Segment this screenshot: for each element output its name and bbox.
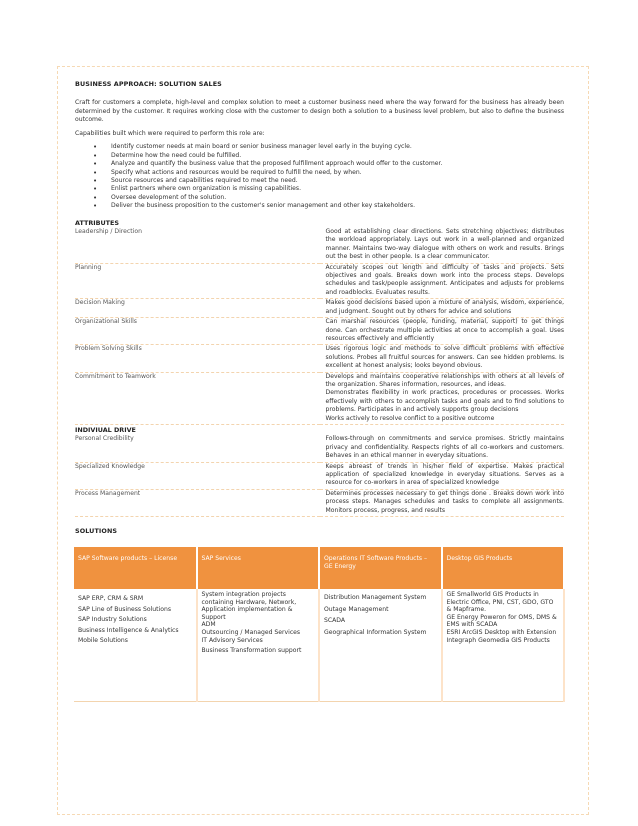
solutions-title: SOLUTIONS bbox=[75, 527, 118, 536]
row-label: Problem Solving Skills bbox=[75, 345, 320, 372]
row-label: Planning bbox=[75, 263, 320, 299]
list-item: GE Energy Poweron for OMS, DMS & EMS with SCADA bbox=[446, 613, 557, 629]
table-row bbox=[75, 435, 564, 462]
solutions-column bbox=[319, 589, 442, 702]
list-item: SAP ERP, CRM & SRM bbox=[78, 595, 144, 603]
list-item: SAP Industry Solutions bbox=[78, 616, 147, 624]
row-text: Makes good decisions based upon a mixture of analysis, wisdom, experience, and judgment. Sought out by others for advice and solutions bbox=[320, 299, 565, 318]
list-item: GE Smallworld GIS Products in Electric Office, PNI, CST, GDO, GTO & Mapframe. bbox=[446, 591, 554, 614]
solutions-header: SAP Services bbox=[197, 547, 320, 589]
attributes-table bbox=[75, 218, 564, 517]
list-item: Geographical Information System bbox=[324, 628, 427, 636]
row-text: Keeps abreast of trends in his/her field of expertise. Makes practical application of specialized knowledge in everyday situations. Serves as a resource for co-workers in area of specialized knowledge bbox=[320, 462, 565, 489]
list-item: Business Transformation support bbox=[201, 647, 302, 655]
row-text: Can marshal resources (people, funding, material, support) to get things done. Can orchestrate multiple activities at once to accomplish a goal. Uses resources effectively and efficiently bbox=[320, 318, 565, 345]
table-row bbox=[75, 318, 564, 345]
row-text: Follows-through on commitments and service promises. Strictly maintains privacy and confidentiality. Respects rights of all co-workers and customers. Behaves in an ethical manner in everyday situations. bbox=[320, 435, 565, 462]
solutions-column bbox=[197, 589, 320, 702]
individual-drive-title: INDIVIUAL DRIVE bbox=[75, 425, 136, 434]
row-label: Process Management bbox=[75, 489, 320, 516]
list-item: Integraph Geomedia GIS Products bbox=[446, 636, 550, 644]
row-text: Uses rigorous logic and methods to solve difficult problems with effective solutions. Probes all fruitful sources for answers. Can see hidden problems. Is excellent at honest analysis; looks beyond obvious. bbox=[320, 345, 565, 372]
list-item: • Enlist partners where own organization is missing capabilities. bbox=[75, 185, 564, 193]
intro-paragraph: Craft for customers a complete, high-level and complex solution to meet a customer business need where the way forward for the business has already been determined by the customer. It requires working close with the customer to design both a solution to a business level problem, but also to define the business outcome. bbox=[75, 99, 564, 124]
row-text: Determines processes necessary to get things done . Breaks down work into process steps. Manages schedules and tasks to complete all assignments. Monitors process, progress, and results bbox=[320, 489, 565, 516]
list-item: Mobile Solutions bbox=[78, 637, 128, 645]
list-item: Outage Management bbox=[324, 605, 389, 613]
list-item: • Oversee development of the solution. bbox=[75, 194, 564, 202]
table-row bbox=[75, 228, 564, 263]
list-item: System integration projects containing Hardware, Network, Application implementation & Support bbox=[201, 591, 297, 621]
list-item: • Analyze and quantify the business value that the proposed fulfillment approach would offer to the customer. bbox=[75, 160, 564, 168]
table-row bbox=[75, 263, 564, 299]
list-item: • Specify what actions and resources would be required to fulfill the need, by when. bbox=[75, 169, 564, 177]
list-item: • Determine how the need could be fulfilled. bbox=[75, 152, 564, 160]
list-item: Business Intelligence & Analytics bbox=[78, 626, 179, 634]
row-label: Decision Making bbox=[75, 299, 320, 318]
list-item: Distribution Management System bbox=[324, 594, 427, 602]
row-text: Accurately scopes out length and difficulty of tasks and projects. Sets objectives and goals. Breaks down work into the process steps. Develops schedules and task/people assignment. Anticipates and adjusts for problems and roadblocks. Evaluates results. bbox=[320, 263, 565, 299]
row-text-group bbox=[320, 372, 565, 424]
row-label: Organizational Skills bbox=[75, 318, 320, 345]
row-text: Works actively to resolve conflict to a positive outcome bbox=[325, 414, 495, 422]
list-item: • Identify customer needs at main board or senior business manager level early in the buying cycle. bbox=[75, 143, 564, 151]
list-item: SCADA bbox=[324, 617, 346, 625]
document-content bbox=[75, 80, 564, 702]
capabilities-list bbox=[75, 143, 564, 210]
row-text: Develops and maintains cooperative relationships with others at all levels of the organization. Shares information, resources, and ideas. bbox=[325, 372, 564, 388]
table-row bbox=[75, 372, 564, 424]
solutions-header: Desktop GIS Products bbox=[442, 547, 565, 589]
list-item: Outsourcing / Managed Services bbox=[201, 629, 301, 636]
row-label: Commitment to Teamwork bbox=[75, 372, 320, 424]
list-item: • Source resources and capabilities required to meet the need. bbox=[75, 177, 564, 185]
solutions-table bbox=[74, 547, 565, 702]
row-text: Demonstrates flexibility in work practices, procedures or processes. Works effectively with others to accomplish tasks and goals and to find solutions to problems. Participates in and actively supports group decisions bbox=[325, 389, 564, 414]
list-item: • Deliver the business proposition to the customer's senior management and other key stakeholders. bbox=[75, 202, 564, 210]
solutions-column bbox=[74, 589, 197, 702]
list-item: ESRI ArcGIS Desktop with Extension bbox=[446, 629, 557, 636]
section-title: BUSINESS APPROACH: SOLUTION SALES bbox=[75, 80, 222, 88]
table-row bbox=[75, 345, 564, 372]
table-row bbox=[75, 462, 564, 489]
attributes-title: ATTRIBUTES bbox=[75, 218, 120, 227]
list-item: ADM bbox=[201, 621, 216, 629]
solutions-header: Operations IT Software Products – GE Energy bbox=[319, 547, 442, 589]
solutions-header: SAP Software products – License bbox=[74, 547, 197, 589]
list-item: SAP Line of Business Solutions bbox=[78, 605, 172, 613]
table-row bbox=[75, 299, 564, 318]
solutions-column bbox=[442, 589, 565, 702]
row-text: Good at establishing clear directions. Sets stretching objectives; distributes the workload appropriately. Lays out work in a well-planned and organized manner. Maintains two-way dialogue with others on work and results. Brings out the best in other people. Is a clear communicator. bbox=[320, 228, 565, 263]
list-item: IT Advisory Services bbox=[201, 636, 263, 644]
row-label: Personal Credibility bbox=[75, 435, 320, 462]
row-label: Specialized Knowledge bbox=[75, 462, 320, 489]
row-label: Leadership / Direction bbox=[75, 228, 320, 263]
table-row bbox=[75, 489, 564, 516]
capabilities-lead: Capabilities built which were required to perform this role are: bbox=[75, 129, 265, 137]
